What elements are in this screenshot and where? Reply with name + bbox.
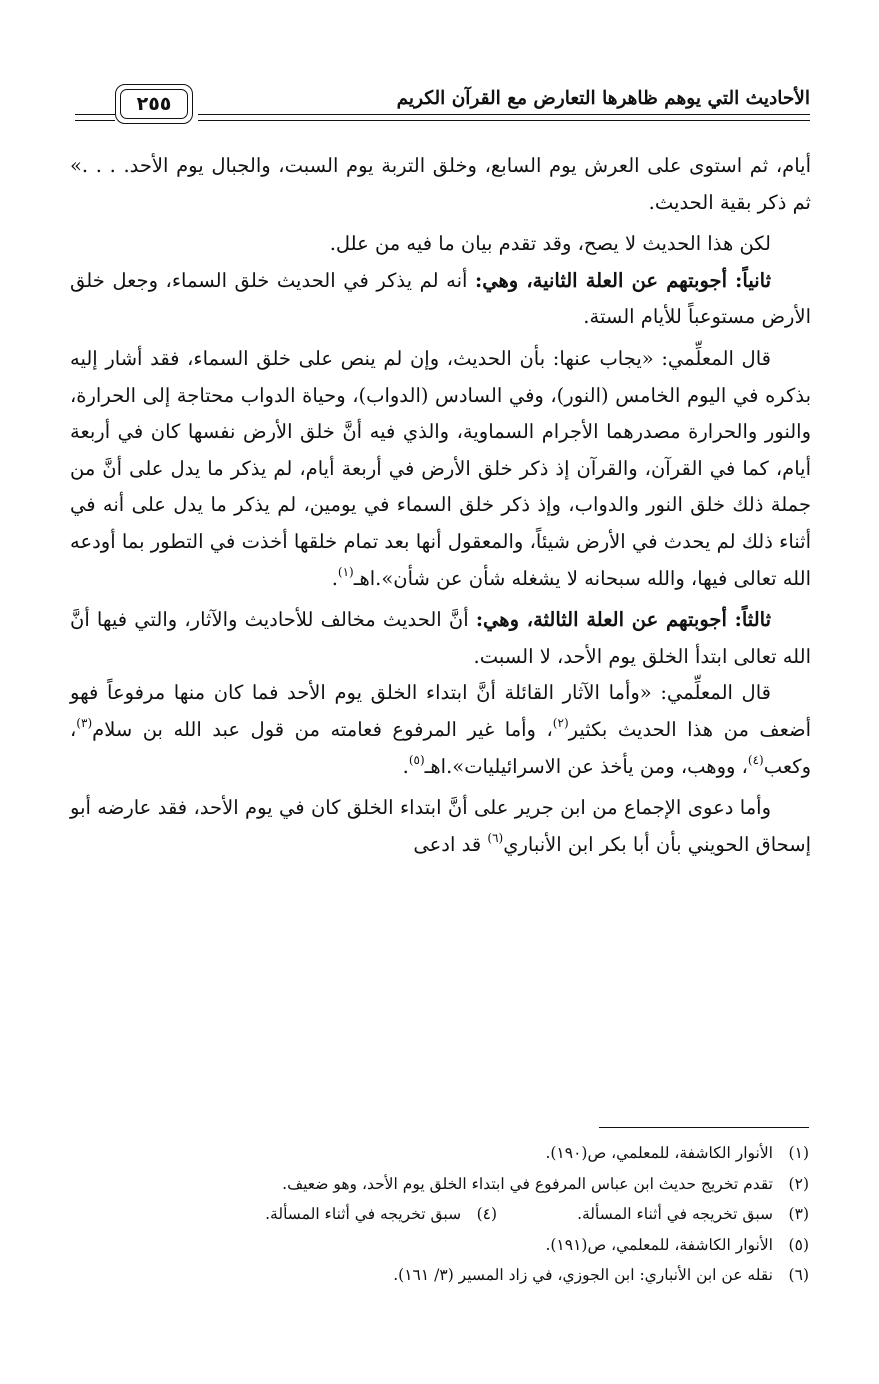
footnote-ref-5: (٥) [408, 753, 425, 767]
footnote-text: نقله عن ابن الأنباري: ابن الجوزي، في زاد المسير (٣/ ١٦١). [393, 1266, 773, 1284]
header-rule-left-bottom [75, 120, 115, 121]
footnote-item [69, 1138, 809, 1169]
paragraph-6-text-c: ، وكعب [70, 717, 811, 778]
paragraph-4 [70, 341, 811, 597]
paragraph-6 [70, 675, 811, 785]
header-rule-bottom [198, 120, 810, 121]
footnote-ref-3: (٣) [76, 716, 93, 731]
footnotes [69, 1138, 809, 1291]
section-heading-second: ثانياً: أجوبتهم عن العلة الثانية، وهي: [475, 268, 772, 292]
paragraph-2-text: لكن هذا الحديث لا يصح، وقد تقدم بيان ما فيه من علل. [329, 232, 771, 256]
footnote-number: (١) [788, 1144, 809, 1162]
header-rule-top [198, 114, 810, 115]
header-rule-left-top [75, 114, 115, 115]
paragraph-4-end: . [331, 566, 338, 590]
footnote-item [69, 1199, 809, 1230]
paragraph-7-text-a: وأما دعوى الإجماع من ابن جرير على أنَّ ابتداء الخلق كان في يوم الأحد، فقد عارضه أبو إسحاق الحويني بأن أبا بكر ابن الأنباري [70, 796, 811, 856]
paragraph-2 [70, 226, 811, 263]
paragraph-6-text-d: ، ووهب، ومن يأخذ عن الاسرائيليات».اهـ [424, 754, 748, 778]
header-title: الأحاديث التي يوهم ظاهرها التعارض مع القرآن الكريم [396, 88, 810, 109]
paragraph-4-text: قال المعلِّمي: «يجاب عنها: بأن الحديث، وإن لم ينص على خلق السماء، فقد أشار إليه بذكره في اليوم الخامس (النور)، وفي السادس (الدواب)، وحياة الدواب محتاجة إلى الحرارة، والنور والحرارة مصدرهما الأجرام السماوية، والذي فيه أنَّ خلق الأرض نفسها كان في أربعة أيام، كما في القرآن، والقرآن إذ ذكر خلق الأرض في أربعة أيام، لم يذكر ما يدل على أنَّ من جملة ذلك خلق النور والدواب، وإذ ذكر خلق السماء في يومين، لم يذكر ما يدل على أنه في أثناء ذلك لم يحدث في الأرض شيئاً، والمعقول أنها بعد تمام خلقها أخذت في التطور بما أودعه الله تعالى فيها، والله سبحانه لا يشغله شأن عن شأن».اهـ [70, 346, 811, 590]
footnote-number: (٤) [476, 1205, 498, 1223]
footnote-number: (٦) [788, 1266, 809, 1284]
paragraph-1 [70, 148, 811, 221]
footnote-item [69, 1169, 809, 1200]
footnote-text: الأنوار الكاشفة، للمعلمي، ص(١٩٠). [545, 1144, 773, 1162]
footnote-text: الأنوار الكاشفة، للمعلمي، ص(١٩١). [545, 1235, 773, 1254]
paragraph-3-text: أنه لم يذكر في الحديث خلق السماء، وجعل خلق الأرض مستوعباً للأيام الستة. [70, 268, 811, 329]
footnote-number: (٢) [788, 1174, 809, 1193]
running-header [95, 84, 810, 130]
footnote-text: سبق تخريجه في أثناء المسألة. [265, 1205, 462, 1223]
paragraph-1-text: أيام، ثم استوى على العرش يوم السابع، وخلق التربة يوم السبت، والجبال يوم الأحد. . . .» ثم ذكر بقية الحديث. [70, 154, 811, 214]
paragraph-6-text-b: ، وأما غير المرفوع فعامته من قول عبد الله بن سلام [92, 717, 553, 741]
main-text [70, 148, 811, 863]
page-number-frame [115, 84, 193, 124]
paragraph-7 [70, 790, 811, 863]
paragraph-7-text-b: قد ادعى [413, 832, 488, 856]
footnote-ref-4: (٤) [747, 753, 764, 767]
paragraph-6-end: . [402, 754, 409, 778]
paragraph-6-text-a: قال المعلِّمي: «وأما الآثار القائلة أنَّ ابتداء الخلق يوم الأحد فما كان منها مرفوعاً فهو أضعف من هذا الحديث بكثير [70, 681, 811, 741]
footnote-text: تقدم تخريج حديث ابن عباس المرفوع في ابتداء الخلق يوم الأحد، وهو ضعيف. [282, 1174, 773, 1193]
footnote-text: سبق تخريجه في أثناء المسألة. [577, 1205, 773, 1223]
page-number: ٢٥٥ [120, 89, 188, 119]
section-heading-third: ثالثاً: أجوبتهم عن العلة الثالثة، وهي: [475, 608, 772, 632]
footnote-ref-1: (١) [337, 565, 354, 580]
paragraph-5-text: أنَّ الحديث مخالف للأحاديث والآثار، والتي فيها أنَّ الله تعالى ابتدأ الخلق يوم الأحد، لا السبت. [70, 608, 811, 668]
footnote-item [69, 1230, 809, 1261]
footnote-ref-6: (٦) [487, 831, 504, 846]
footnote-item [69, 1260, 809, 1291]
footnote-ref-2: (٢) [552, 716, 569, 731]
paragraph-5 [70, 602, 811, 675]
footnote-number: (٣) [788, 1205, 809, 1223]
footnote-separator [599, 1127, 809, 1128]
paragraph-3 [70, 263, 811, 336]
footnote-number: (٥) [788, 1235, 809, 1254]
